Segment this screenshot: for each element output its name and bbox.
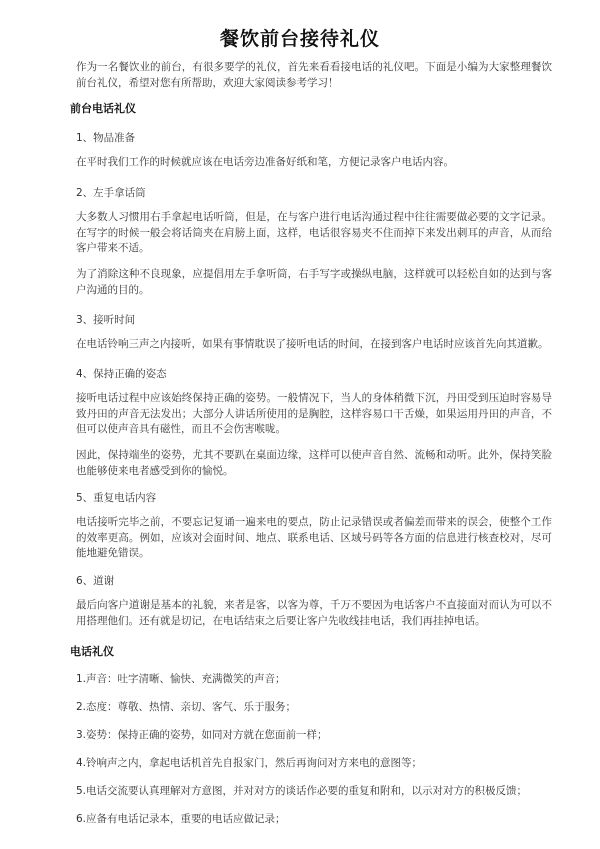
paragraph-repeat: 电话接听完毕之前，不要忘记复诵一遍来电的要点，防止记录错误或者偏差而带来的误会，使整个工作的效率更高。例如，应该对会面时间、地点、联系电话、区域号码等各方面的信息进行核查校对，尽可能地避免错误。 — [76, 516, 552, 559]
intro-paragraph: 作为一名餐饮业的前台，有很多要学的礼仪，首先来看看接电话的礼仪吧。下面是小编为大家整理餐饮前台礼仪，希望对您有所帮助，欢迎大家阅读参考学习！ — [76, 61, 552, 89]
list-item: 3.姿势：保持正确的姿势，如同对方就在您面前一样； — [76, 729, 328, 741]
paragraph-posture-1: 接听电话过程中应该始终保持正确的姿势。一般情况下，当人的身体稍微下沉，丹田受到压迫时容易导致丹田的声音无法发出；大部分人讲话所使用的是胸腔，这样容易口干舌燥，如果运用丹田的声音，不但可以使声音具有磁性，而且不会伤害喉咙。 — [76, 392, 552, 435]
subheading-thanks: 6、道谢 — [76, 575, 115, 587]
subheading-posture: 4、保持正确的姿态 — [76, 368, 167, 380]
subheading-item-prep: 1、物品准备 — [76, 132, 136, 144]
paragraph-left-hand-2: 为了消除这种不良现象，应提倡用左手拿听筒，右手写字或操纵电脑，这样就可以轻松自如的达到与客户沟通的目的。 — [76, 268, 552, 296]
paragraph-left-hand-1: 大多数人习惯用右手拿起电话听筒，但是，在与客户进行电话沟通过程中往往需要做必要的文字记录。在写字的时候一般会将话筒夹在肩膀上面，这样，电话很容易夹不住而掉下来发出刺耳的声音，从而给客户带来不适。 — [76, 211, 552, 254]
paragraph-answer-time: 在电话铃响三声之内接听，如果有事情耽误了接听电话的时间，在接到客户电话时应该首先向其道歉。 — [76, 338, 549, 350]
paragraph-thanks: 最后向客户道谢是基本的礼貌，来者是客，以客为尊，千万不要因为电话客户不直接面对而认为可以不用搭理他们。还有就是切记，在电话结束之后要让客户先收线挂电话，我们再挂掉电话。 — [76, 599, 552, 627]
section-heading-telephone: 电话礼仪 — [70, 645, 114, 658]
list-item: 5.电话交流要认真理解对方意图，并对对方的谈话作必要的重复和附和，以示对对方的积极反馈； — [76, 785, 528, 797]
page-title: 餐饮前台接待礼仪 — [219, 28, 380, 50]
list-item: 2.态度：尊敬、热情、亲切、客气、乐于服务； — [76, 701, 297, 713]
list-item: 1.声音：吐字清晰、愉快、充满微笑的声音； — [76, 673, 286, 685]
list-item: 4.铃响声之内，拿起电话机首先自报家门，然后再询问对方来电的意图等； — [76, 757, 423, 769]
subheading-repeat: 5、重复电话内容 — [76, 492, 157, 504]
subheading-left-hand: 2、左手拿话筒 — [76, 187, 146, 199]
section-heading-phone-etiquette: 前台电话礼仪 — [70, 102, 136, 115]
subheading-answer-time: 3、接听时间 — [76, 314, 136, 326]
paragraph-posture-2: 因此，保持端坐的姿势，尤其不要趴在桌面边缘，这样可以使声音自然、流畅和动听。此外，保持笑脸也能够使来电者感受到你的愉悦。 — [76, 449, 552, 477]
list-item: 6.应备有电话记录本，重要的电话应做记录； — [76, 813, 286, 825]
paragraph-item-prep: 在平时我们工作的时候就应该在电话旁边准备好纸和笔，方便记录客户电话内容。 — [76, 156, 454, 168]
